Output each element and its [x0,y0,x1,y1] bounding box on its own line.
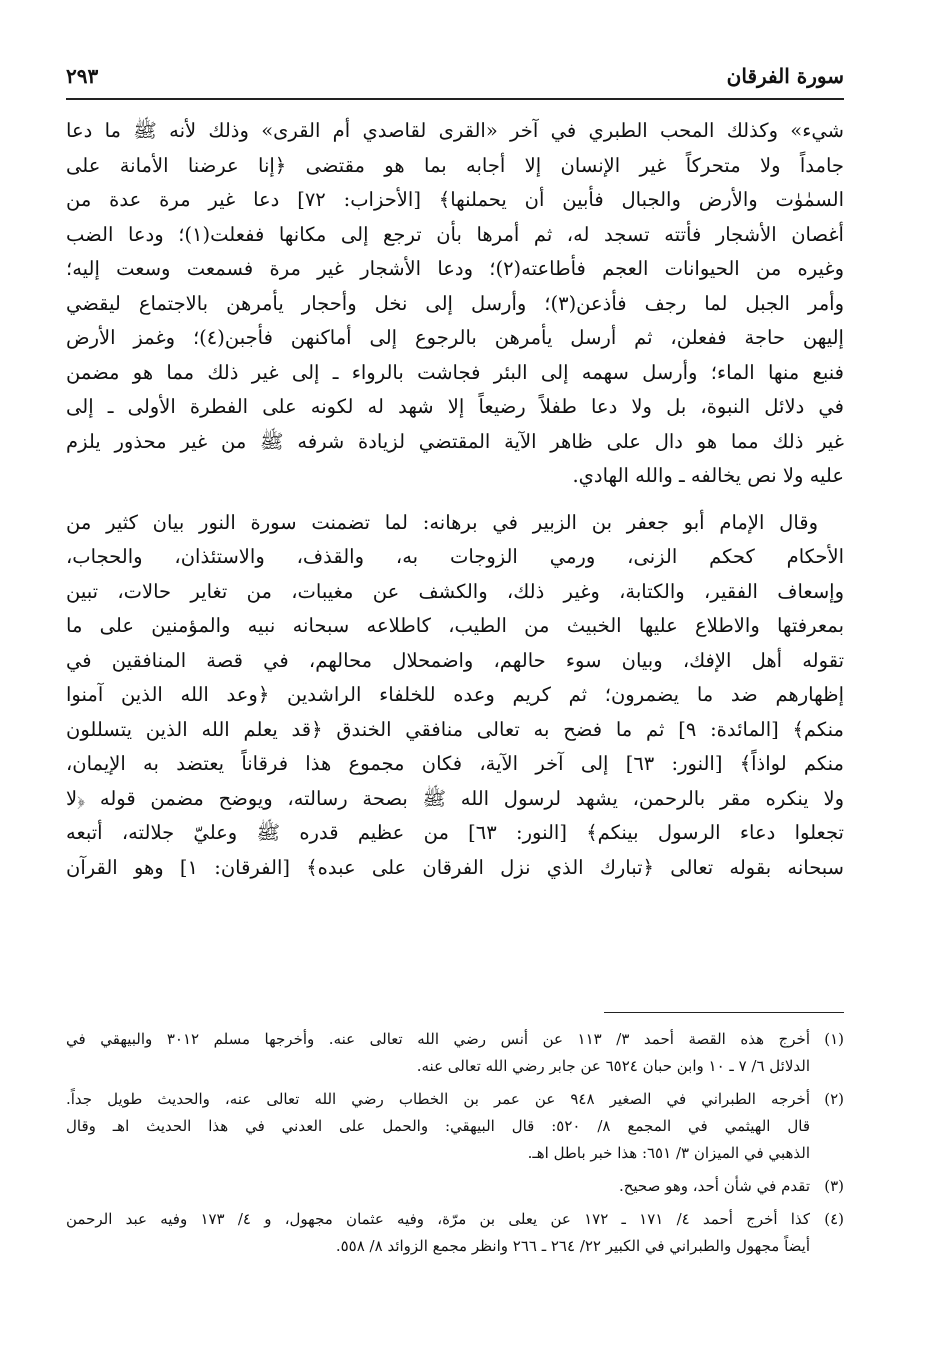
paragraph-2 [66,506,844,886]
footnote-4 [66,1206,844,1260]
text-line: فنبع منها الماء؛ وأرسل سهمه إلى البئر فجاشت بالرواء ـ إلى غير ذلك مما هو مضمن [66,360,844,384]
footnote-number: (١) [824,1030,844,1048]
footnote-1 [66,1026,844,1080]
footnote-line: أخرجه الطبراني في الصغير ٩٤٨ عن عمر بن الخطاب رضي الله تعالى عنه، والحديث طويل جداً. [66,1090,810,1108]
footnote-number: (٢) [824,1090,844,1108]
footnote-line: الذهبي في الميزان ٣/ ٦٥١: هذا خبر باطل اهـ. [527,1144,810,1162]
footnote-line: الدلائل ٦/ ٧ ـ ١٠ وابن حبان ٦٥٢٤ عن جابر رضي الله تعالى عنه. [416,1057,810,1075]
text-line: وقال الإمام أبو جعفر بن الزبير في برهانه: لما تضمنت سورة النور بيان كثير من [66,510,818,534]
footnote-number: (٤) [824,1210,844,1228]
text-line: جامداً ولا متحركاً غير الإنسان إلا أجابه بما هو مقتضى ﴿إنا عرضنا الأمانة على [66,153,844,177]
footnote-line: قال الهيثمي في المجمع ٨/ ٥٢٠: قال البيهقي: والحمل على العدني في هذا الحديث اهـ وقال [66,1117,810,1135]
text-line: شيء» وكذلك المحب الطبري في آخر «القرى لقاصدي أم القرى» وذلك لأنه ﷺ ما دعا [66,119,844,142]
surah-title: سورة الفرقان [726,64,844,88]
text-line: في دلائل النبوة، بل ولا دعا طفلاً رضيعاً إلا شهد له لكونه على الفطرة الأولى ـ إلى [66,395,844,418]
text-line: عليه ولا نص يخالفه ـ والله الهادي. [572,464,844,487]
main-text [66,114,844,885]
text-line: تجعلوا دعاء الرسول بينكم﴾ [النور: ٦٣] من عظيم قدره ﷺ وعليّ جلالته، أتبعه [66,821,844,844]
text-line: منكم﴾ [المائدة: ٩] ثم ما فضح به تعالى منافقي الخندق ﴿قد يعلم الله الذين يتسللون [66,717,844,741]
text-line: بمعرفتها والاطلاع عليها الخبيث من الطيب، كاطلاعه سبحانه نبيه والمؤمنين على ما [66,614,844,637]
paragraph-1 [66,114,844,494]
footnote-line: أيضاً مجهول والطبراني في الكبير ٢٢/ ٢٦٤ ـ ٢٦٦ وانظر مجمع الزوائد ٨/ ٥٥٨. [335,1237,810,1255]
page-number: ٢٩٣ [66,64,99,88]
footnotes [66,1026,844,1266]
running-header [66,58,844,100]
paragraph-gap [66,494,844,506]
text-line: منكم لواذاً﴾ [النور: ٦٣] إلى آخر الآية، فكان مجموع هذا فرقاناً يعتضد به الإيمان، [66,752,844,775]
footnote-number: (٣) [824,1177,844,1195]
footnote-separator [604,1012,844,1013]
text-line: الأحكام كحكم الزنى، ورمي الزوجات به، والقذف، والاستئذان، والحجاب، [66,545,844,568]
text-line: السمٰوٰت والأرض والجبال فأبين أن يحملنها﴾ [الأحزاب: ٧٢] دعا غير مرة عدة من [66,188,844,211]
text-line: سبحانه بقوله تعالى ﴿تبارك الذي نزل الفرقان على عبده﴾ [الفرقان: ١] وهو القرآن [66,855,844,879]
text-line: وغيره من الحيوانات العجم فأطاعته(٢)؛ ودعا الأشجار غير مرة فسمعت وسعت إليه؛ [66,257,844,280]
text-line: إظهارهم ضد ما يضمرون؛ ثم كريم وعده للخلفاء الراشدين ﴿وعد الله الذين آمنوا [66,683,844,706]
text-line: ولا ينكره مقر بالرحمن، يشهد لرسول الله ﷺ بصحة رسالته، ويوضح مضمن قوله ﴿لا [66,786,844,810]
footnote-line: أخرج هذه القصة أحمد ٣/ ١١٣ عن أنس رضي الله تعالى عنه. وأخرجها مسلم ٣٠١٢ والبيهقي في [66,1030,810,1048]
footnote-line: كذا أخرج أحمد ٤/ ١٧١ ـ ١٧٢ عن يعلى بن مرّة، وفيه عثمان مجهول، و ٤/ ١٧٣ وفيه عبد الرحمن [66,1210,810,1228]
footnote-2 [66,1086,844,1167]
text-line: إليهن حاجة ففعلن، ثم أرسل يأمرهن بالرجوع إلى أماكنهن فأجبن(٤)؛ وغمز الأرض [66,326,844,349]
footnote-3 [66,1173,844,1200]
text-line: تقوله أهل الإفك، وبيان سوء حالهم، واضمحلال محالهم، في قصة المنافقين في [66,648,844,672]
text-line: غير ذلك مما هو دال على ظاهر الآية المقتضي لزيادة شرفه ﷺ من غير محذور يلزم [66,429,844,453]
footnote-line: تقدم في شأن أحد، وهو صحيح. [618,1177,810,1195]
text-line: وأمر الجبل لما رجف فأذعن(٣)؛ وأرسل إلى نخل وأحجار يأمرهن بالاجتماع ليقضي [66,291,844,315]
text-line: وإسعاف الفقير، والكتابة، وغير ذلك، والكشف عن مغيبات، من تغاير حالات، تبين [66,579,844,603]
text-line: أغصان الأشجار فأتته تسجد له، ثم أمرها بأن ترجع إلى مكانها ففعلت(١)؛ ودعا الضب [66,222,844,246]
